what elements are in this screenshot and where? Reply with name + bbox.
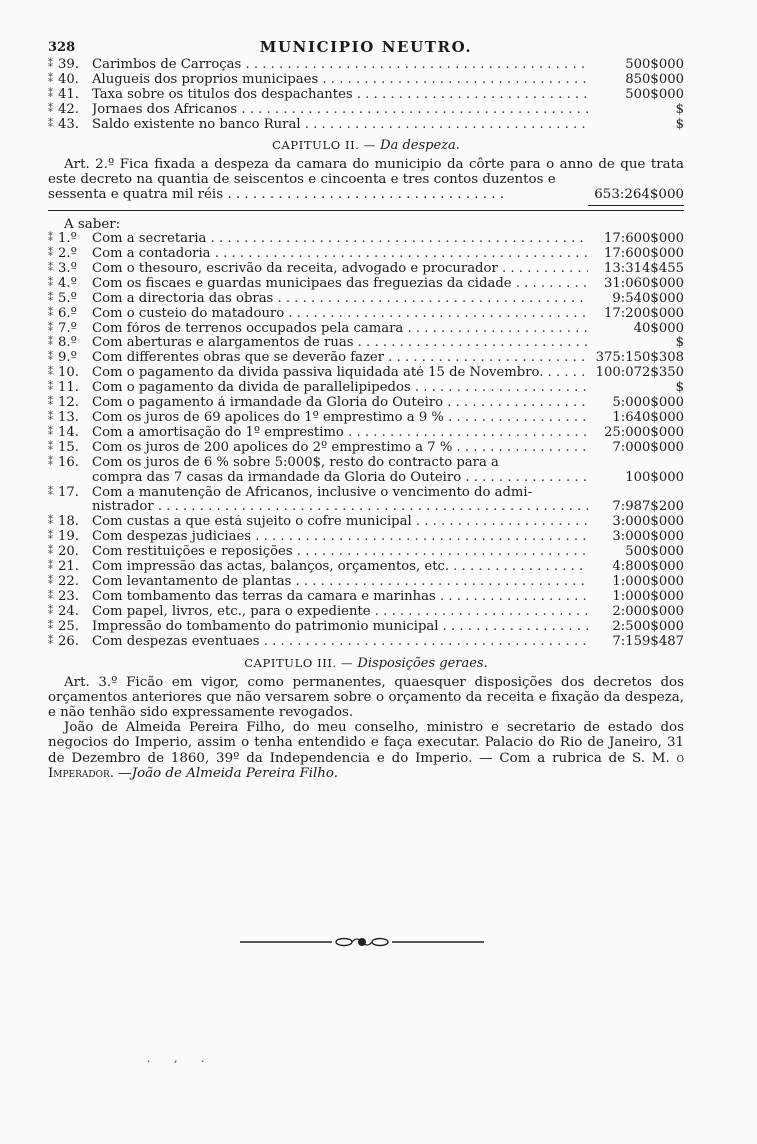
- item-number: ⁑ 40.: [48, 73, 92, 88]
- item-label: Com levantamento de plantas . . .: [92, 575, 588, 590]
- a-saber-label: A saber:: [64, 217, 121, 233]
- item-label: Com tombamento das terras da camara e marinhas . . .: [92, 590, 588, 605]
- item-label: Com o pagamento á irmandade da Gloria do Outeiro . . .: [92, 396, 588, 411]
- final-provisions: [48, 675, 684, 781]
- item-amount: 7:987$200: [612, 499, 684, 515]
- item-number: ⁑ 17.: [48, 486, 92, 501]
- item-amount: 1:000$000: [612, 588, 684, 604]
- emperor-label: o Imperador.: [48, 750, 684, 781]
- list-item: [48, 118, 684, 133]
- item-amount: 7:000$000: [612, 439, 684, 455]
- item-amount: 17:600$000: [604, 246, 684, 262]
- running-title: MUNICIPIO NEUTRO.: [259, 38, 473, 56]
- item-number: ⁑ 42.: [48, 103, 92, 118]
- list-item: [48, 426, 684, 441]
- list-item: [48, 590, 684, 605]
- item-label: Com despezas judiciaes . . .: [92, 530, 588, 545]
- item-number: ⁑ 39.: [48, 58, 92, 73]
- item-number: ⁑ 21.: [48, 560, 92, 575]
- list-item: [48, 411, 684, 426]
- list-item: [48, 575, 684, 590]
- list-item: [48, 560, 684, 575]
- item-label: Com a directoria das obras . . .: [92, 292, 588, 307]
- item-label: Com custas a que está sujeito o cofre municipal . . .: [92, 515, 588, 530]
- list-item: [48, 73, 684, 88]
- chapter-heading: [48, 138, 684, 153]
- item-label: Com os fiscaes e guardas municipaes das freguezias da cidade . . .: [92, 277, 588, 292]
- divider: [48, 210, 684, 211]
- list-item: [48, 471, 684, 486]
- item-amount: 500$000: [625, 544, 684, 560]
- print-specks: . , .: [147, 1052, 215, 1065]
- list-item: [48, 486, 684, 501]
- article-2: [48, 157, 684, 207]
- item-amount: 100:072$350: [595, 365, 684, 381]
- item-number: ⁑ 2.º: [48, 247, 92, 262]
- closing-paragraph: [48, 720, 684, 781]
- item-label: Com o pagamento da divida passiva liquidada até 15 de Novembro. . . .: [92, 366, 588, 381]
- chapter-prefix: CAPITULO III. —: [244, 655, 354, 670]
- item-number: ⁑ 24.: [48, 605, 92, 620]
- item-number: ⁑ 25.: [48, 620, 92, 635]
- list-item: [48, 530, 684, 545]
- article-last-line: sessenta e quatra mil réis . . .: [48, 187, 588, 202]
- item-amount: 17:600$000: [604, 231, 684, 247]
- list-item: [48, 635, 684, 650]
- item-number: ⁑ 41.: [48, 88, 92, 103]
- item-label: Com a manutenção de Africanos, inclusive o vencimento do admi-: [92, 485, 533, 500]
- article-text: Fica fixada a despeza da camara do municipio da côrte para o anno de que trata este decreto na quantia de seiscentos e cincoenta e tres contos duzentos e: [48, 156, 685, 187]
- signature: —João de Almeida Pereira Filho.: [118, 765, 339, 781]
- item-label: Com o custeio do matadouro . . .: [92, 307, 588, 322]
- item-number: ⁑ 3.º: [48, 262, 92, 277]
- list-item: [48, 336, 684, 351]
- item-number: ⁑ 6.º: [48, 307, 92, 322]
- document-page: [48, 36, 684, 781]
- item-label: Impressão do tombamento do patrimonio municipal . . .: [92, 620, 588, 635]
- page-number: 328: [48, 40, 76, 55]
- list-item: [48, 620, 684, 635]
- item-amount: 25:000$000: [604, 424, 684, 440]
- item-label: Jornaes dos Africanos . . .: [92, 103, 588, 118]
- article-text: Ficão em vigor, como permanentes, quaesquer disposições dos decretos dos orçamentos anteriores que não versarem sobre o orçamento da receita e fixação da despeza, e não tenhão sido expressamente revogados.: [48, 674, 684, 720]
- item-label: Com a contadoria . . .: [92, 247, 588, 262]
- item-label: Com a amortisação do 1º emprestimo . . .: [92, 426, 588, 441]
- closing-text: João de Almeida Pereira Filho, do meu conselho, ministro e secretario de estado dos negocios do Imperio, assim o tenha entendido e faça executar. Palacio do Rio de Janeiro, 31 de Dezembro de 1860, 39º da Independencia e do Imperio. — Com a rubrica de S. M.: [48, 720, 684, 766]
- item-amount: 1:640$000: [612, 410, 684, 426]
- item-label: Com aberturas e alargamentos de ruas . . .: [92, 336, 588, 351]
- item-label: Com a secretaria . . .: [92, 232, 588, 247]
- item-amount: $: [675, 380, 684, 396]
- item-label: Com papel, livros, etc., para o expediente . . .: [92, 605, 588, 620]
- item-label: Com fóros de terrenos occupados pela camara . . .: [92, 322, 588, 337]
- article-lead: Art. 2.º: [64, 156, 115, 172]
- item-amount: 40$000: [633, 320, 684, 336]
- item-label: Saldo existente no banco Rural . . .: [92, 118, 588, 133]
- item-amount: 1:000$000: [612, 573, 684, 589]
- item-number: ⁑ 13.: [48, 411, 92, 426]
- item-amount: 4:800$000: [612, 559, 684, 575]
- item-number: ⁑ 9.º: [48, 351, 92, 366]
- item-amount: 500$000: [625, 86, 684, 102]
- item-number: ⁑ 7.º: [48, 322, 92, 337]
- item-number: ⁑ 18.: [48, 515, 92, 530]
- item-amount: 17:200$000: [604, 305, 684, 321]
- list-item: [48, 88, 684, 103]
- chapter-prefix: CAPITULO II. —: [272, 137, 376, 152]
- list-item: [48, 605, 684, 620]
- list-item: [48, 500, 684, 515]
- item-amount: $: [675, 335, 684, 351]
- item-amount: 850$000: [625, 71, 684, 87]
- item-label: Com os juros de 200 apolices do 2º emprestimo a 7 % . . .: [92, 441, 588, 456]
- item-amount: 3:000$000: [612, 514, 684, 530]
- item-amount: 13:314$455: [604, 260, 684, 276]
- revenue-list: [48, 58, 684, 133]
- page-header: [48, 36, 684, 56]
- item-label: Com os juros de 6 % sobre 5:000$, resto do contracto para a: [92, 455, 499, 470]
- item-amount: 31:060$000: [604, 275, 684, 291]
- item-label: Com impressão das actas, balanços, orçamentos, etc. . . .: [92, 560, 588, 575]
- list-item: [48, 515, 684, 530]
- list-item: [48, 351, 684, 366]
- item-number: ⁑ 26.: [48, 635, 92, 650]
- item-number: ⁑ 1.º: [48, 232, 92, 247]
- item-number: ⁑ 43.: [48, 118, 92, 133]
- item-label: Com o pagamento da divida de parallelipipedos . . .: [92, 381, 588, 396]
- item-number: ⁑ 8.º: [48, 336, 92, 351]
- item-label: Com restituições e reposições . . .: [92, 545, 588, 560]
- total-rule: [588, 205, 684, 206]
- item-label: Taxa sobre os titulos dos despachantes . . .: [92, 88, 588, 103]
- item-label: nistrador . . .: [92, 500, 588, 515]
- list-item: [48, 441, 684, 456]
- item-number: ⁑ 12.: [48, 396, 92, 411]
- list-item: [48, 322, 684, 337]
- item-number: ⁑ 19.: [48, 530, 92, 545]
- item-number: ⁑ 14.: [48, 426, 92, 441]
- item-amount: 7:159$487: [612, 633, 684, 649]
- list-item: [48, 307, 684, 322]
- item-amount: 3:000$000: [612, 529, 684, 545]
- list-item: [48, 366, 684, 381]
- list-item: [48, 545, 684, 560]
- list-item: [48, 381, 684, 396]
- list-item: [48, 277, 684, 292]
- item-number: ⁑ 20.: [48, 545, 92, 560]
- item-number: ⁑ 16.: [48, 456, 92, 471]
- list-item: [48, 292, 684, 307]
- list-item: [48, 396, 684, 411]
- article-total: 653:264$000: [594, 186, 684, 202]
- item-number: ⁑ 5.º: [48, 292, 92, 307]
- list-item: [48, 58, 684, 73]
- item-number: ⁑ 22.: [48, 575, 92, 590]
- item-amount: 375:150$308: [595, 350, 684, 366]
- item-number: ⁑ 4.º: [48, 277, 92, 292]
- item-label: Com despezas eventuaes . . .: [92, 635, 588, 650]
- item-number: ⁑ 23.: [48, 590, 92, 605]
- item-number: ⁑ 10.: [48, 366, 92, 381]
- item-amount: 9:540$000: [612, 290, 684, 306]
- chapter-title: Disposições geraes.: [357, 655, 488, 671]
- article-lead: Art. 3.º: [64, 674, 118, 690]
- item-amount: 2:000$000: [612, 603, 684, 619]
- article-total-line: [48, 187, 684, 202]
- item-label: compra das 7 casas da irmandade da Gloria do Outeiro . . .: [92, 471, 588, 486]
- item-amount: 100$000: [625, 469, 684, 485]
- expense-list: [48, 232, 684, 649]
- list-item: [48, 456, 684, 471]
- item-number: ⁑ 15.: [48, 441, 92, 456]
- item-amount: 2:500$000: [612, 618, 684, 634]
- list-item: [48, 262, 684, 277]
- item-label: Alugueis dos proprios municipaes . . .: [92, 73, 588, 88]
- list-item: [48, 232, 684, 247]
- item-label: Com os juros de 69 apolices do 1º emprestimo a 9 % . . .: [92, 411, 588, 426]
- chapter-heading: [48, 656, 684, 671]
- item-amount: 5:000$000: [612, 395, 684, 411]
- item-amount: $: [675, 101, 684, 117]
- item-label: Carimbos de Carroças . . .: [92, 58, 588, 73]
- article-paragraph: [48, 157, 684, 187]
- item-label: Com o thesouro, escrivão da receita, advogado e procurador . . .: [92, 262, 588, 277]
- item-label: Com differentes obras que se deverão fazer . . .: [92, 351, 588, 366]
- item-amount: $: [675, 116, 684, 132]
- item-amount: 500$000: [625, 57, 684, 72]
- fleuron-ornament: [240, 935, 484, 949]
- list-item: [48, 103, 684, 118]
- chapter-title: Da despeza.: [380, 137, 460, 153]
- item-number: ⁑ 11.: [48, 381, 92, 396]
- article-3: [48, 675, 684, 721]
- list-item: [48, 247, 684, 262]
